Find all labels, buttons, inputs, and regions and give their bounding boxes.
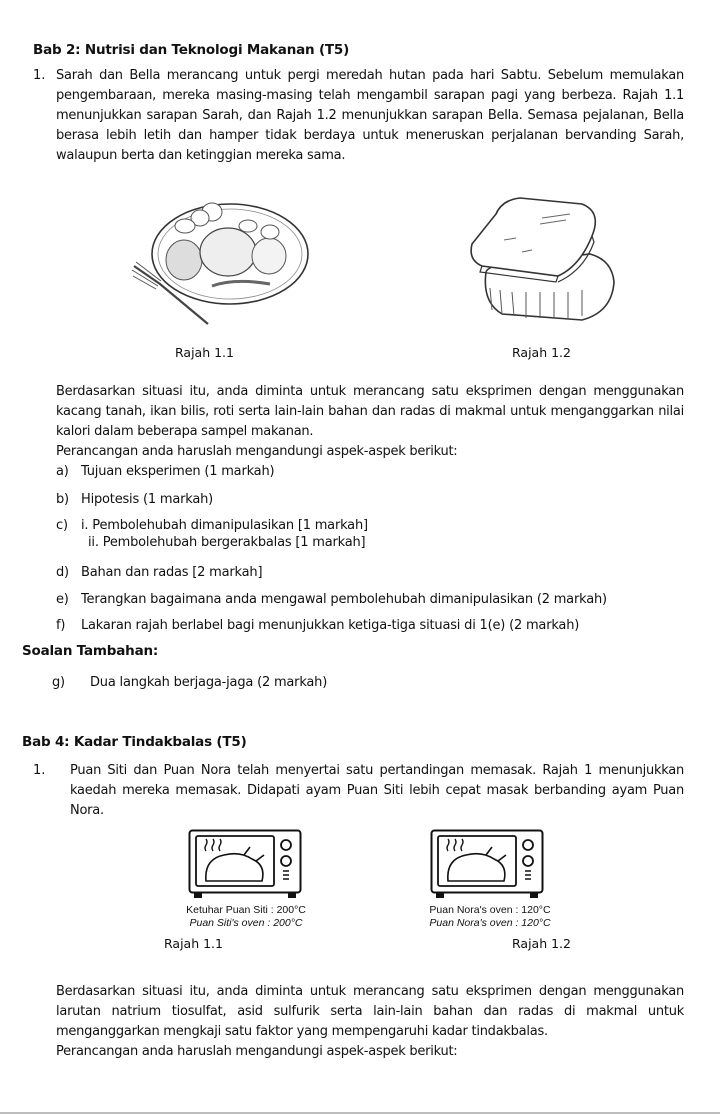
rice-plate-illustration xyxy=(130,196,310,326)
intro-line: walaupun berta dan ketinggian mereka sama. xyxy=(56,148,346,163)
task-line: Berdasarkan situasi itu, anda diminta untuk merancang satu eksprimen dengan menggunakan xyxy=(56,384,684,399)
oven-chicken-illustration xyxy=(430,829,544,901)
list-item-e: e) Terangkan bagaimana anda mengawal pembolehubah dimanipulasikan (2 markah) xyxy=(56,592,607,607)
figure-2-2-caption: Rajah 1.2 xyxy=(512,936,571,951)
intro-line: Sarah dan Bella merancang untuk pergi meredah hutan pada hari Sabtu. Sebelum memulakan xyxy=(56,68,684,83)
oven-chicken-illustration xyxy=(188,829,302,901)
task-line: menganggarkan mengkaji satu faktor yang mempengaruhi kadar tindakbalas. xyxy=(56,1024,548,1039)
bread-slices-illustration xyxy=(462,192,622,332)
extra-questions-title: Soalan Tambahan: xyxy=(22,643,159,659)
intro-line: kaedah mereka memasak. Didapati ayam Puan Siti lebih cepat masak berbanding ayam Puan xyxy=(70,783,684,798)
intro-line: berasa lebih letih dan hamper tidak berdaya untuk meneruskan perjalanan bervanding Sarah, xyxy=(56,128,684,143)
intro-line: Nora. xyxy=(70,803,104,818)
list-item-a: a) Tujuan eksperimen (1 markah) xyxy=(56,464,275,479)
list-item-b: b) Hipotesis (1 markah) xyxy=(56,492,214,507)
figure-1-1-caption: Rajah 1.1 xyxy=(175,345,234,360)
section2-task xyxy=(56,982,684,1062)
task-line: Berdasarkan situasi itu, anda diminta untuk merancang satu eksprimen dengan menggunakan xyxy=(56,984,684,999)
task-line: larutan natrium tiosulfat, asid sulfurik serta lain-lain bahan dan radas di makmal untuk xyxy=(56,1004,684,1019)
section1-title: Bab 2: Nutrisi dan Teknologi Makanan (T5) xyxy=(33,42,350,58)
oven-2-label-en: Puan Nora's oven : 120°C xyxy=(429,917,551,929)
task-line: kacang tanah, ikan bilis, roti serta lain-lain bahan dan radas di makmal untuk menganggarkan nilai xyxy=(56,404,684,419)
list-item-d: d) Bahan dan radas [2 markah] xyxy=(56,565,263,580)
list-item-c: c) i. Pembolehubah dimanipulasikan [1 markah] xyxy=(56,518,368,533)
oven-1-label: Ketuhar Puan Siti : 200°C xyxy=(186,904,306,916)
oven-2-label: Puan Nora's oven : 120°C xyxy=(429,904,551,916)
figure-1-2-caption: Rajah 1.2 xyxy=(512,345,571,360)
section1-intro xyxy=(56,66,684,166)
task-line: kalori dalam beberapa sampel makanan. xyxy=(56,424,314,439)
section1-question-number: 1. xyxy=(33,68,46,83)
list-item-f: f) Lakaran rajah berlabel bagi menunjukkan ketiga-tiga situasi di 1(e) (2 markah) xyxy=(56,618,580,633)
section2-title: Bab 4: Kadar Tindakbalas (T5) xyxy=(22,734,247,750)
section1-task xyxy=(56,382,684,462)
intro-line: Puan Siti dan Puan Nora telah menyertai satu pertandingan memasak. Rajah 1 menunjukkan xyxy=(70,763,684,778)
aspects-intro: Perancangan anda haruslah mengandungi aspek-aspek berikut: xyxy=(56,1044,458,1059)
intro-line: menunjukkan sarapan Sarah, dan Rajah 1.2 menunjukkan sarapan Bella. Semasa pejalanan, Bella xyxy=(56,108,684,123)
figure-2-1-caption: Rajah 1.1 xyxy=(164,936,223,951)
list-item-g: g) Dua langkah berjaga-jaga (2 markah) xyxy=(52,675,328,690)
oven-1-label-en: Puan Siti's oven : 200°C xyxy=(189,917,303,929)
list-item-c-sub: ii. Pembolehubah bergerakbalas [1 markah] xyxy=(88,535,366,550)
intro-line: pengembaraan, mereka masing-masing telah mengambil sarapan pagi yang berbeza. Rajah 1.1 xyxy=(56,88,684,103)
section2-intro xyxy=(70,761,684,821)
aspects-intro: Perancangan anda haruslah mengandungi aspek-aspek berikut: xyxy=(56,444,458,459)
section2-question-number: 1. xyxy=(33,763,46,778)
